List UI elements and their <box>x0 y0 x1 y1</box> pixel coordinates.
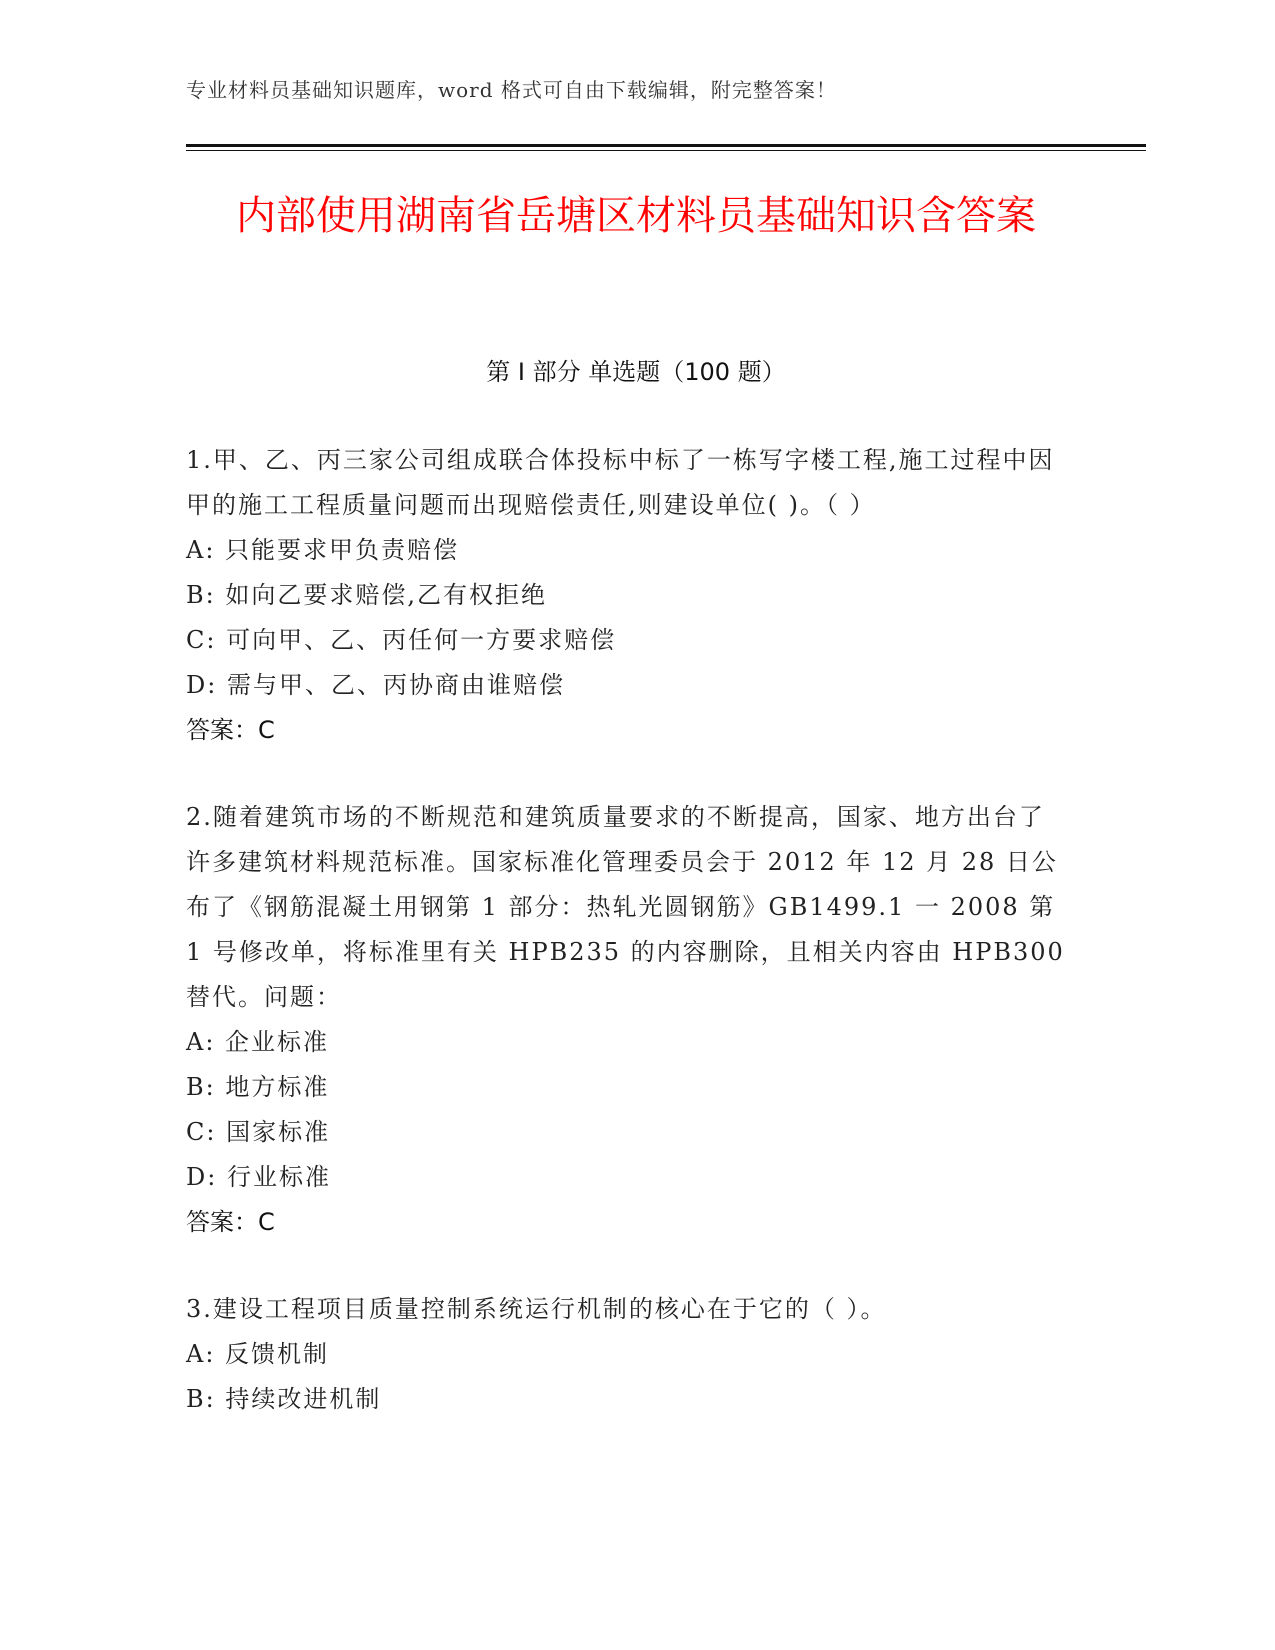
option-a: A: 企业标准 <box>186 1028 330 1056</box>
option-a: A: 反馈机制 <box>186 1340 330 1368</box>
question-stem: 2.随着建筑市场的不断规范和建筑质量要求的不断提高，国家、地方出台了许多建筑材料规范标准。国家标准化管理委员会于 2012 年 12 月 28 日公布了《钢筋混凝土用钢第 1 部分：热轧光圆钢筋》GB1499.1 一 2008 第 1 号修改单，将标准里有关 HPB235 的内容删除，且相关内容由 HPB300 替代。问题： <box>186 803 1065 1011</box>
option-c: C: 国家标准 <box>186 1118 331 1146</box>
question-1 <box>186 438 1066 753</box>
option-b: B: 如向乙要求赔偿,乙有权拒绝 <box>186 581 547 609</box>
question-2 <box>186 795 1066 1245</box>
question-3 <box>186 1287 1066 1422</box>
header-rule-thin <box>186 150 1146 151</box>
option-d: D: 需与甲、乙、丙协商由谁赔偿 <box>186 671 565 699</box>
header-rule-thick <box>186 144 1146 147</box>
header-note: 专业材料员基础知识题库，word 格式可自由下载编辑，附完整答案！ <box>186 78 837 102</box>
question-stem: 3.建设工程项目质量控制系统运行机制的核心在于它的（ ）。 <box>186 1295 887 1323</box>
question-list <box>186 438 1066 1464</box>
answer: 答案：C <box>186 1208 275 1236</box>
option-b: B: 持续改进机制 <box>186 1385 382 1413</box>
document-title: 内部使用湖南省岳塘区材料员基础知识含答案 <box>236 193 1036 239</box>
option-a: A: 只能要求甲负责赔偿 <box>186 536 460 564</box>
option-c: C: 可向甲、乙、丙任何一方要求赔偿 <box>186 626 617 654</box>
option-b: B: 地方标准 <box>186 1073 330 1101</box>
question-stem: 1.甲、乙、丙三家公司组成联合体投标中标了一栋写字楼工程,施工过程中因甲的施工工程质量问题而出现赔偿责任,则建设单位( )。（ ） <box>186 446 1055 519</box>
option-d: D: 行业标准 <box>186 1163 331 1191</box>
answer: 答案：C <box>186 716 275 744</box>
section-heading: 第 I 部分 单选题（100 题） <box>486 358 786 386</box>
